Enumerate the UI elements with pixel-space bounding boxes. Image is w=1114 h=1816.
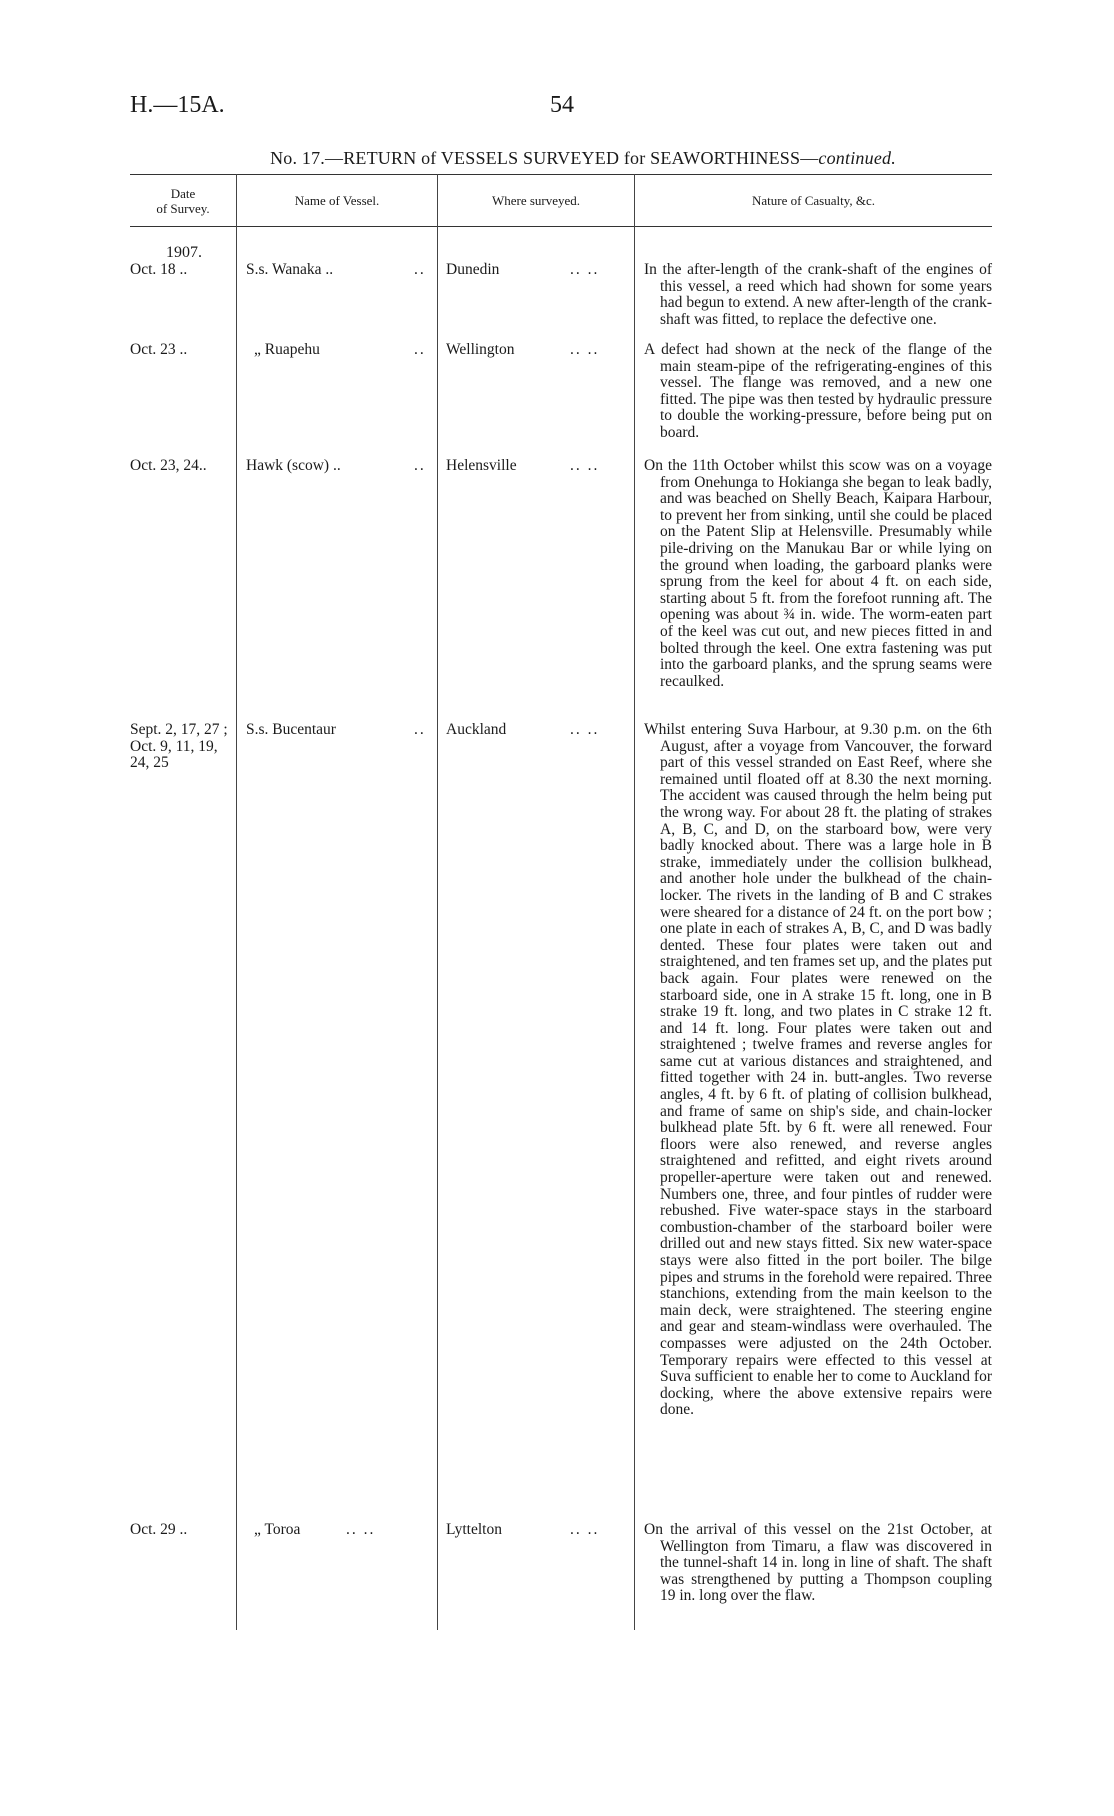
leader-dots: .. [414,261,426,278]
row-hawk-date: Oct. 23, 24.. [130,457,207,474]
row-toroa-date: Oct. 29 .. [130,1521,188,1538]
row-ruapehu-vessel [246,342,441,359]
place-name: Lyttelton [446,1521,502,1538]
column-divider-name [437,174,438,1630]
row-hawk-where [446,458,626,475]
place-name: Helensville [446,457,517,474]
column-divider-date [236,174,237,1630]
row-bucentaur-where [446,722,626,739]
vessel-name: S.s. Bucentaur [246,721,336,738]
table-title-main: No. 17.—RETURN of VESSELS SURVEYED for SEAWORTHINESS— [270,148,819,168]
row-wanaka-vessel [246,262,441,279]
column-header-vessel: Name of Vessel. [294,193,380,208]
vessel-name: Hawk (scow) .. [246,457,341,474]
column-divider-where [634,174,635,1630]
column-header-date-line2: of Survey. [156,201,210,216]
row-toroa-vessel [246,1522,441,1539]
vessel-name: S.s. Wanaka .. [246,261,334,278]
table-title [238,148,928,169]
place-name: Dunedin [446,261,500,278]
table-top-rule [130,174,992,175]
column-header-date [130,186,236,216]
place-name: Wellington [446,341,515,358]
table-title-continued: continued. [818,148,896,168]
leader-dots: .. [414,341,426,358]
row-wanaka-date: Oct. 18 .. [130,261,188,278]
row-wanaka-nature: In the after-length of the crank-shaft of the engines of this vessel, a reed which had shown for some years had begun to extend. A new after-length of the crank-shaft was fitted, to replace the defective one. [644,261,992,328]
year-label: 1907. [166,244,202,261]
place-name: Auckland [446,721,507,738]
page-header [130,92,990,126]
row-ruapehu-date: Oct. 23 .. [130,341,188,358]
row-ruapehu-nature: A defect had shown at the neck of the flange of the main steam-pipe of the refrigerating-engines of this vessel. The flange was removed, and a new one fitted. The pipe was then tested by hydraulic pressure to double the working-pressure, before being put on board. [644,341,992,441]
leader-dots: .. [414,457,426,474]
leader-dots: .. [414,721,426,738]
leader-dots: .. .. [570,1521,600,1538]
column-header-date-line1: Date [170,186,196,201]
leader-dots: .. .. [570,721,600,738]
row-bucentaur-nature: Whilst entering Suva Harbour, at 9.30 p.m. on the 6th August, after a voyage from Vancouver, the forward part of this vessel stranded on East Reef, where she remained until floated off at 8.30 the next morning. The accident was caused through the helm being put the wrong way. For about 28 ft. the plating of strakes A, B, C, and D, on the starboard bow, were very badly knocked about. There was a large hole in B strake, immediately under the collision bulkhead, and another hole under the bulkhead of the chain-locker. The rivets in the landing of B and C strakes were sheared for a distance of 24 ft. on the port bow ; one plate in each of strakes A, B, C, and D was badly dented. These four plates were taken out and straightened, and ten frames set up, and the plates put back again. Four plates were renewed on the starboard side, one in A strake 15 ft. long, one in B strake 19 ft. long, and two plates in C strake 12 ft. and 14 ft. long. Four plates were taken out and straightened ; twelve frames and reverse angles for same cut at various distances and straightened, and fitted together with 24 in. butt-angles. Two reverse angles, 4 ft. by 6 ft. of plating of collision bulkhead, and frame of same on ship's side, and chain-locker bulkhead plate 5ft. by 6 ft. were all renewed. Four floors were also renewed, and reverse angles straightened and refitted, and eight rivets around propeller-aperture were taken out and renewed. Numbers one, three, and four pintles of rudder were rebushed. Five water-space stays in the starboard combustion-chamber of the starboard boiler were drilled out and new stays fitted. Six new water-space stays were also fitted in the port boiler. The bilge pipes and strums in the forehold were repaired. Three stanchions, extending from the main keelson to the main deck, were straightened. The steering engine and gear and steam-windlass were overhauled. The compasses were adjusted on the 24th October. Temporary repairs were effected to this vessel at Suva sufficient to enable her to come to Auckland for docking, where the above extensive repairs were done. [644,721,992,1419]
row-wanaka-where [446,262,626,279]
leader-dots: .. .. [570,341,600,358]
vessel-name: „ Toroa [254,1521,301,1538]
leader-dots: .. .. [346,1521,376,1538]
document-reference: H.—15A. [130,92,225,118]
row-bucentaur-date: Sept. 2, 17, 27 ; Oct. 9, 11, 19, 24, 25 [130,721,228,772]
leader-dots: .. .. [570,457,600,474]
leader-dots: .. .. [570,261,600,278]
row-ruapehu-where [446,342,626,359]
row-bucentaur-vessel [246,722,441,739]
table-header-bottom-rule [130,226,992,227]
page-number: 54 [550,92,574,118]
row-toroa-where [446,1522,626,1539]
row-toroa-nature: On the arrival of this vessel on the 21st October, at Wellington from Timaru, a flaw was discovered in the tunnel-shaft 14 in. long in line of shaft. The shaft was strengthened by putting a Thompson coupling 19 in. long over the flaw. [644,1521,992,1605]
column-header-nature: Nature of Casualty, &c. [752,193,875,208]
row-hawk-vessel [246,458,441,475]
vessel-name: „ Ruapehu [254,341,320,358]
column-header-where: Where surveyed. [491,193,581,208]
row-hawk-nature: On the 11th October whilst this scow was on a voyage from Onehunga to Hokianga she began to leak badly, and was beached on Shelly Beach, Kaipara Harbour, to prevent her from sinking, until she could be placed on the Patent Slip at Helensville. Presumably while pile-driving on the Manukau Bar or while lying on the ground when loading, the garboard planks were sprung from the keel for about 4 ft. on each side, starting about 5 ft. from the forefoot running aft. The opening was about ¾ in. wide. The worm-eaten part of the keel was cut out, and new pieces fitted in and bolted through the keel. One extra fastening was put into the garboard planks, and the sprung seams were recaulked. [644,457,992,690]
